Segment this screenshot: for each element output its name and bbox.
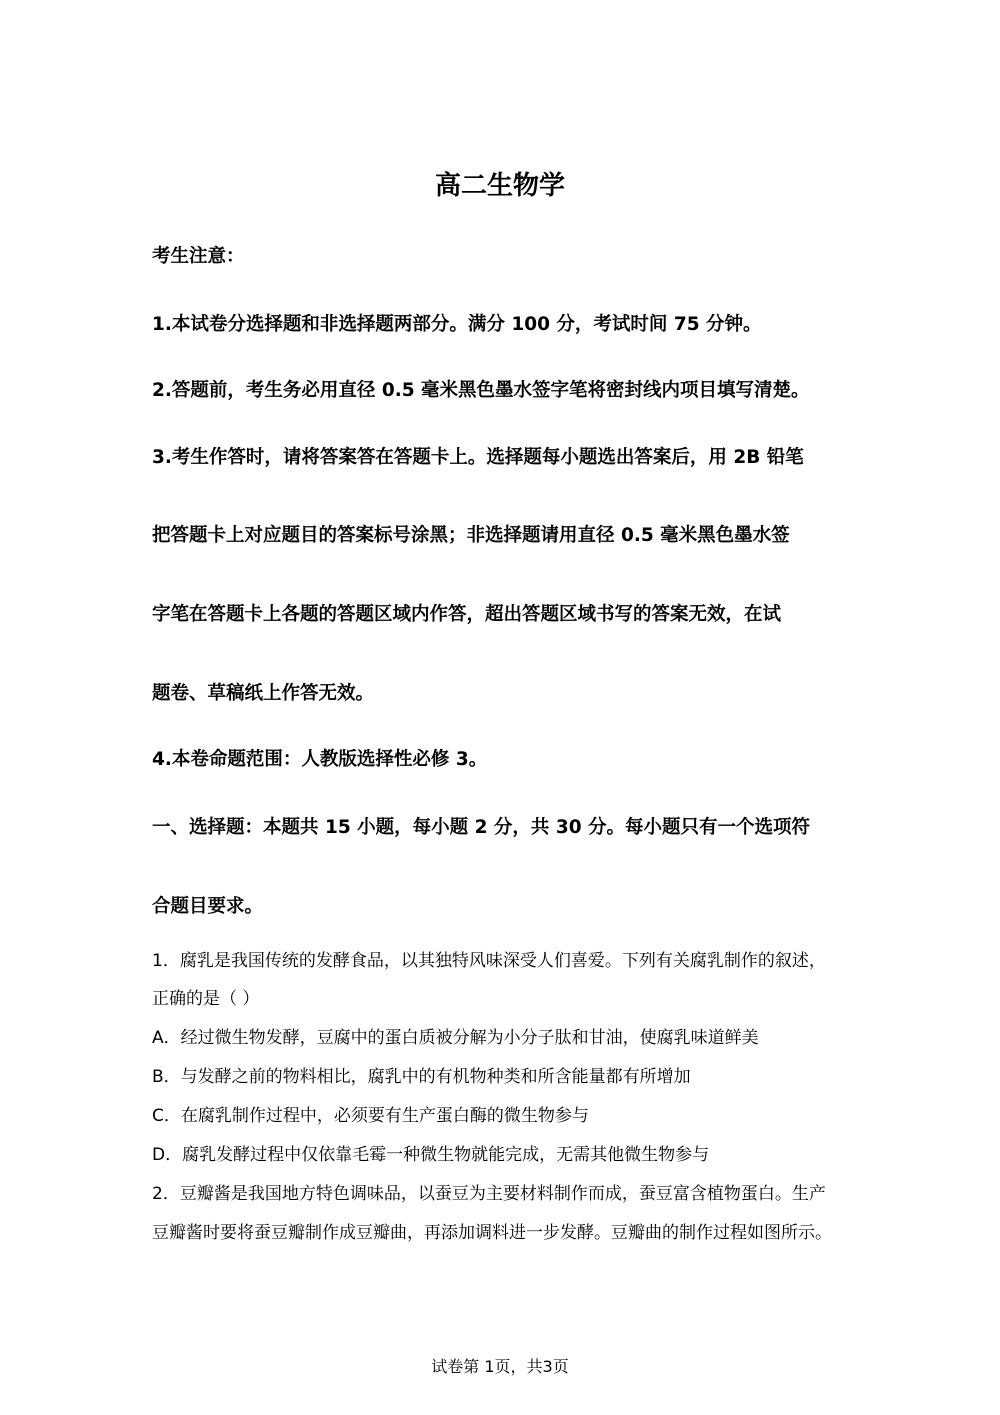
page-footer: 试卷第 1页，共3页 (431, 1357, 569, 1376)
notice-item-3-line: 3.考生作答时，请将答案答在答题卡上。选择题每小题选出答案后，用 2B 铅笔 (152, 447, 804, 468)
section-heading-line: 一、选择题：本题共 15 小题，每小题 2 分，共 30 分。每小题只有一个选项符 (152, 817, 811, 838)
notice-item-4: 4.本卷命题范围：人教版选择性必修 3。 (152, 749, 488, 770)
notice-heading: 考生注意： (152, 246, 245, 267)
notice-item-2: 2.答题前，考生务必用直径 0.5 毫米黑色墨水签字笔将密封线内项目填写清楚。 (152, 380, 810, 401)
notice-item-3-line: 题卷、草稿纸上作答无效。 (152, 683, 375, 704)
question-1-option-d: D．腐乳发酵过程中仅依靠毛霉一种微生物就能完成，无需其他微生物参与 (152, 1145, 710, 1165)
question-1-option-b: B．与发酵之前的物料相比，腐乳中的有机物种类和所含能量都有所增加 (152, 1067, 691, 1087)
question-2-stem-line: 2．豆瓣酱是我国地方特色调味品，以蚕豆为主要材料制作而成，蚕豆富含植物蛋白。生产 (152, 1184, 826, 1204)
question-1-stem-line: 1．腐乳是我国传统的发酵食品，以其独特风味深受人们喜爱。下列有关腐乳制作的叙述， (152, 951, 826, 971)
notice-item-3-line: 把答题卡上对应题目的答案标号涂黑；非选择题请用直径 0.5 毫米黑色墨水签 (152, 525, 790, 546)
question-1-option-a: A．经过微生物发酵，豆腐中的蛋白质被分解为小分子肽和甘油，使腐乳味道鲜美 (152, 1028, 759, 1048)
question-2-stem-line: 豆瓣酱时要将蚕豆瓣制作成豆瓣曲，再添加调料进一步发酵。豆瓣曲的制作过程如图所示。 (152, 1223, 832, 1243)
exam-title: 高二生物学 (434, 171, 565, 201)
notice-item-3-line: 字笔在答题卡上各题的答题区域内作答，超出答题区域书写的答案无效，在试 (152, 604, 782, 625)
notice-item-1: 1.本试卷分选择题和非选择题两部分。满分 100 分，考试时间 75 分钟。 (152, 314, 762, 335)
question-1-option-c: C．在腐乳制作过程中，必须要有生产蛋白酶的微生物参与 (152, 1106, 589, 1126)
section-heading-line: 合题目要求。 (152, 896, 264, 917)
question-1-stem-line: 正确的是（ ） (152, 989, 260, 1009)
